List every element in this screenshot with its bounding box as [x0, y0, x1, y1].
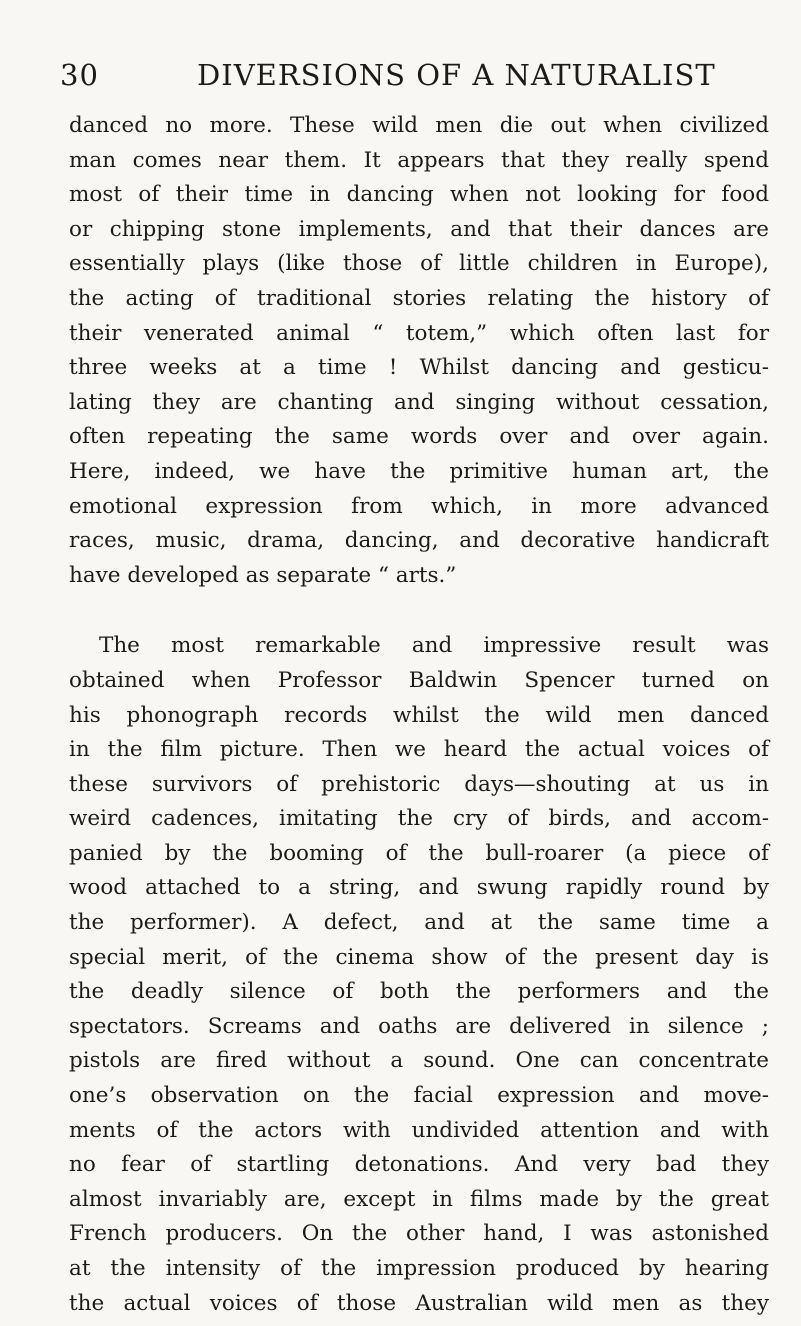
- text-line: essentially plays (like those of little children in Europe),: [69, 251, 769, 277]
- text-line: his phonograph records whilst the wild men danced: [69, 702, 769, 728]
- text-line: spectators. Screams and oaths are delivered in silence ;: [69, 1013, 769, 1039]
- running-title: DIVERSIONS OF A NATURALIST: [197, 58, 716, 92]
- text-line: lating they are chanting and singing without cessation,: [69, 389, 769, 415]
- text-line: obtained when Professor Baldwin Spencer turned on: [69, 667, 769, 693]
- text-line: the deadly silence of both the performers and the: [69, 979, 769, 1005]
- text-line: most of their time in dancing when not looking for food: [69, 182, 769, 208]
- text-line: have developed as separate “ arts.”: [69, 562, 457, 588]
- text-line: three weeks at a time ! Whilst dancing and gesticu-: [69, 355, 769, 381]
- text-line: French producers. On the other hand, I was astonished: [69, 1221, 769, 1247]
- text-line: emotional expression from which, in more advanced: [69, 493, 769, 519]
- running-header: [60, 58, 765, 98]
- text-line: the acting of traditional stories relating the history of: [69, 285, 769, 311]
- text-line: their venerated animal “ totem,” which often last for: [69, 320, 769, 346]
- body-text: [69, 109, 769, 1321]
- text-line: special merit, of the cinema show of the present day is: [69, 944, 769, 970]
- text-line: ments of the actors with undivided attention and with: [69, 1117, 769, 1143]
- text-line: these survivors of prehistoric days—shouting at us in: [69, 771, 769, 797]
- paragraph-spacer: [69, 593, 769, 629]
- text-line: or chipping stone implements, and that their dances are: [69, 216, 769, 242]
- text-line: almost invariably are, except in films made by the great: [69, 1186, 769, 1212]
- text-line: no fear of startling detonations. And very bad they: [69, 1152, 769, 1178]
- text-line: one’s observation on the facial expression and move-: [69, 1083, 769, 1109]
- text-line: races, music, drama, dancing, and decorative handicraft: [69, 528, 769, 554]
- text-line: Here, indeed, we have the primitive human art, the: [69, 458, 769, 484]
- text-line: pistols are fired without a sound. One can concentrate: [69, 1048, 769, 1074]
- text-line: danced no more. These wild men die out when civilized: [69, 113, 769, 138]
- text-line: man comes near them. It appears that they really spend: [69, 147, 769, 173]
- text-line: often repeating the same words over and over again.: [69, 424, 769, 450]
- paragraph-2: [69, 629, 769, 1321]
- paragraph-1: [69, 109, 769, 593]
- text-line: wood attached to a string, and swung rapidly round by: [69, 875, 769, 901]
- text-line: the actual voices of those Australian wild men as they: [69, 1290, 769, 1316]
- text-line: weird cadences, imitating the cry of birds, and accom-: [69, 806, 769, 832]
- text-line: in the film picture. Then we heard the actual voices of: [69, 737, 769, 763]
- page-number: 30: [60, 58, 99, 92]
- text-line: The most remarkable and impressive result was: [99, 633, 769, 659]
- text-line: at the intensity of the impression produced by hearing: [69, 1256, 769, 1281]
- text-line: the performer). A defect, and at the same time a: [69, 910, 769, 936]
- text-line: panied by the booming of the bull-roarer (a piece of: [69, 840, 769, 866]
